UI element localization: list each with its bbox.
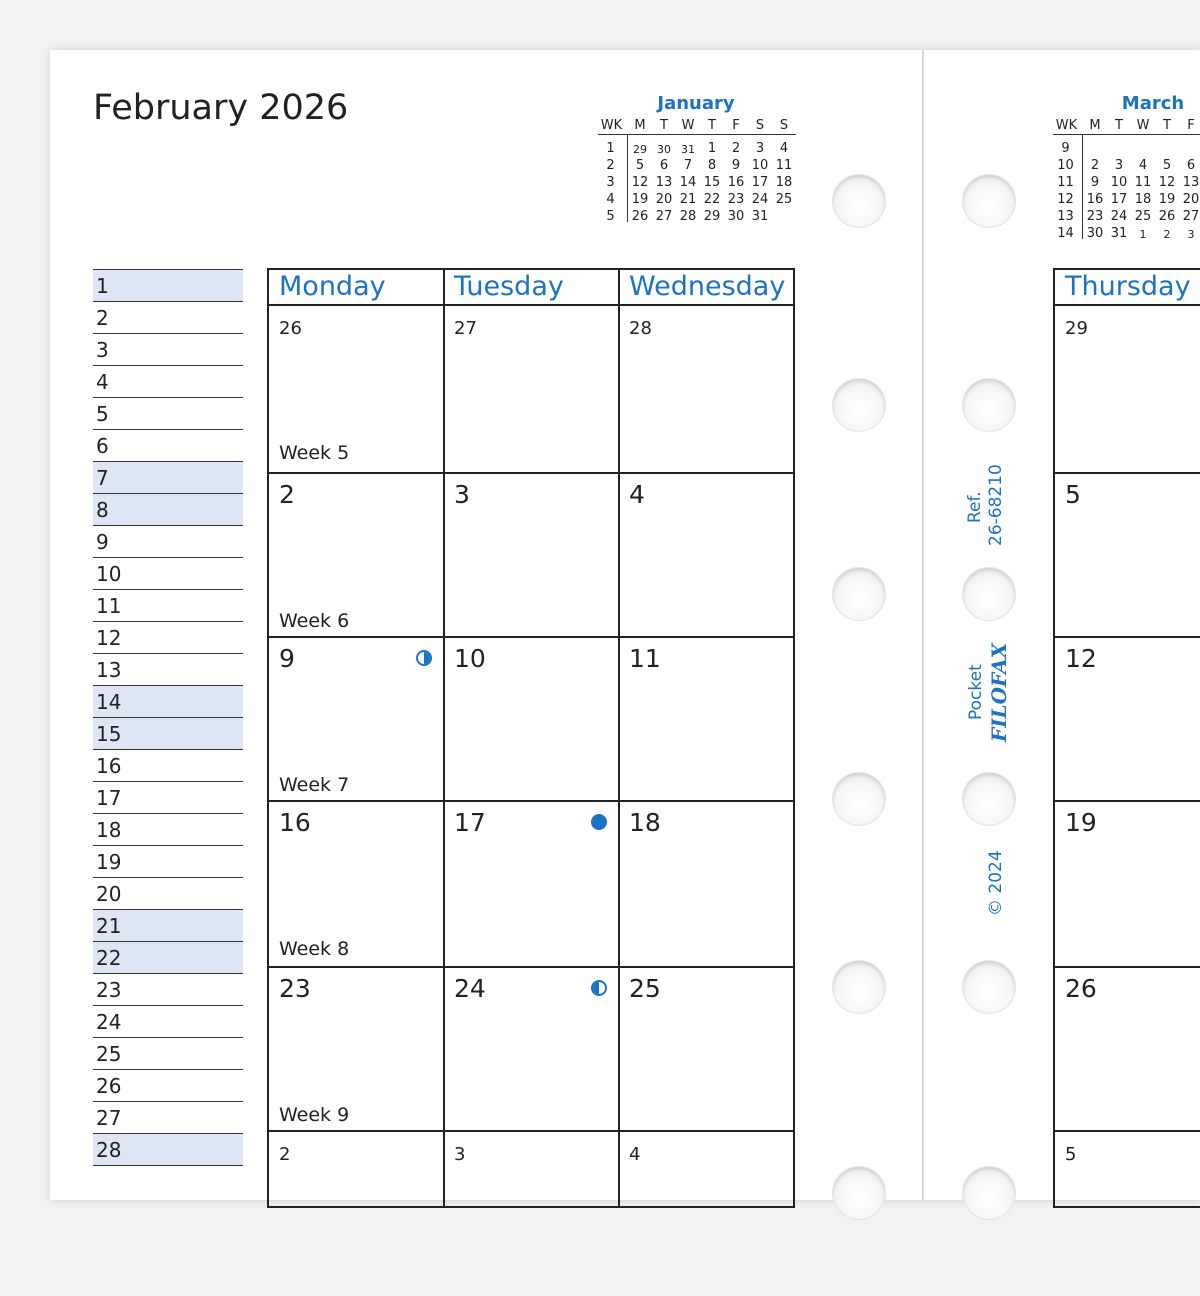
mini-day: 3 [755, 141, 765, 156]
day-list-item: 18 [93, 813, 243, 845]
day-number: 19 [1065, 808, 1097, 837]
mini-day: 3 [1114, 158, 1124, 173]
mini-header-cell: S [779, 118, 789, 133]
mini-month-name: January [657, 93, 735, 114]
mini-day: 11 [1134, 175, 1152, 190]
day-cell [1055, 966, 1200, 1132]
day-cell [619, 800, 794, 966]
day-number: 28 [629, 318, 652, 339]
mini-header-cell: M [1089, 118, 1101, 133]
mini-day: 2 [731, 141, 741, 156]
punch-hole [962, 1166, 1016, 1220]
day-list-item: 12 [93, 621, 243, 653]
day-number: 16 [279, 808, 311, 837]
punch-hole [832, 378, 886, 432]
ref-code: 26-68210 [986, 464, 1006, 546]
day-list-item: 20 [93, 877, 243, 909]
mini-day: 9 [1090, 175, 1100, 190]
day-list-item: 26 [93, 1069, 243, 1101]
day-cell [1055, 636, 1200, 802]
day-list-item: 15 [93, 717, 243, 749]
mini-day: 26 [631, 209, 649, 224]
day-number: 2 [279, 1144, 291, 1165]
mini-day: 12 [1158, 175, 1176, 190]
day-number: 25 [629, 974, 661, 1003]
day-cell [1055, 800, 1200, 966]
day-list-item: 22 [93, 941, 243, 973]
day-list-item: 21 [93, 909, 243, 941]
mini-week-number: 2 [606, 158, 615, 173]
day-cell [444, 636, 619, 802]
week-label: Week 9 [279, 1104, 350, 1126]
mini-day: 16 [1086, 192, 1104, 207]
mini-day: 13 [1182, 175, 1200, 190]
day-list-item: 23 [93, 973, 243, 1005]
mini-day: 4 [779, 141, 789, 156]
mini-header-row [1053, 118, 1200, 135]
mini-day: 8 [707, 158, 717, 173]
mini-day: 30 [1086, 226, 1104, 241]
mini-day: 6 [1186, 158, 1196, 173]
day-number: 27 [454, 318, 477, 339]
day-list-item: 24 [93, 1005, 243, 1037]
mini-week-number: 1 [606, 141, 615, 156]
day-number: 2 [279, 480, 295, 509]
mini-header-cell: T [660, 118, 668, 133]
day-number: 29 [1065, 318, 1088, 339]
mini-day: 24 [1110, 209, 1128, 224]
day-list-item: 9 [93, 525, 243, 557]
punch-hole [832, 174, 886, 228]
mini-week-row [1053, 141, 1200, 158]
day-number: 4 [629, 1144, 641, 1165]
day-list-item: 4 [93, 365, 243, 397]
day-cell [444, 304, 619, 470]
month-grid [267, 268, 795, 1208]
day-list-item: 7 [93, 461, 243, 493]
day-cell [444, 472, 619, 638]
mini-week-number: 5 [606, 209, 615, 224]
mini-week-row [598, 192, 796, 209]
mini-week-row [598, 141, 796, 158]
mini-day: 24 [751, 192, 769, 207]
mini-day: 9 [731, 158, 741, 173]
mini-calendar-march [1053, 93, 1200, 248]
mini-header-row [598, 118, 796, 135]
day-cell [1055, 472, 1200, 638]
day-number: 24 [454, 974, 486, 1003]
mini-day: 25 [1134, 209, 1152, 224]
day-number: 23 [279, 974, 311, 1003]
punch-hole [962, 772, 1016, 826]
day-cell [619, 304, 794, 470]
page-title: February 2026 [93, 88, 349, 128]
day-number: 5 [1065, 1144, 1077, 1165]
day-list-item: 1 [93, 269, 243, 301]
mini-week-row [598, 209, 796, 226]
mini-day: 5 [1162, 158, 1172, 173]
mini-week-number: 9 [1061, 141, 1070, 156]
day-list-item: 13 [93, 653, 243, 685]
mini-week-row [1053, 192, 1200, 209]
day-number: 3 [454, 480, 470, 509]
punch-hole [832, 567, 886, 621]
day-cell [269, 1130, 444, 1296]
mini-week-number: 14 [1057, 226, 1074, 241]
full-moon-icon [591, 814, 607, 830]
day-cell [1055, 304, 1200, 470]
mini-day: 29 [703, 209, 721, 224]
day-number: 3 [454, 1144, 466, 1165]
day-cell [269, 966, 444, 1132]
punch-hole [832, 960, 886, 1014]
day-cell [444, 1130, 619, 1296]
mini-week-number: 4 [606, 192, 615, 207]
day-cell [619, 966, 794, 1132]
mini-week-number: 10 [1057, 158, 1074, 173]
mini-header-cell: M [634, 118, 646, 133]
punch-hole [832, 1166, 886, 1220]
mini-day: 5 [635, 158, 645, 173]
filofax-logo: FILOFAX [987, 642, 1011, 742]
mini-day: 3 [1187, 228, 1195, 241]
mini-day: 19 [1158, 192, 1176, 207]
mini-day: 30 [727, 209, 745, 224]
mini-day: 10 [751, 158, 769, 173]
mini-day: 14 [679, 175, 697, 190]
day-list-item: 3 [93, 333, 243, 365]
day-cell [619, 472, 794, 638]
mini-day: 18 [775, 175, 793, 190]
day-list-item: 5 [93, 397, 243, 429]
mini-day: 20 [655, 192, 673, 207]
week-label: Week 5 [279, 442, 350, 464]
mini-day: 11 [775, 158, 793, 173]
mini-day: 31 [1110, 226, 1128, 241]
pocket-label: Pocket [966, 664, 986, 720]
mini-day: 13 [655, 175, 673, 190]
day-list-item: 28 [93, 1133, 243, 1165]
day-list-item: 10 [93, 557, 243, 589]
weekday-header: Thursday [1065, 271, 1191, 302]
mini-week-number: 12 [1057, 192, 1074, 207]
mini-header-cell: WK [600, 118, 623, 133]
mini-header-cell: S [755, 118, 765, 133]
mini-header-cell: F [1187, 118, 1195, 133]
day-list-item: 17 [93, 781, 243, 813]
day-cell [269, 800, 444, 966]
mini-day: 7 [683, 158, 693, 173]
mini-day: 16 [727, 175, 745, 190]
mini-day: 30 [657, 143, 671, 156]
mini-day: 22 [703, 192, 721, 207]
punch-hole [962, 174, 1016, 228]
day-list-item: 25 [93, 1037, 243, 1069]
mini-day: 27 [1182, 209, 1200, 224]
day-number: 18 [629, 808, 661, 837]
day-cell [269, 304, 444, 470]
mini-day: 2 [1163, 228, 1171, 241]
week-label: Week 7 [279, 774, 350, 796]
day-cell [619, 636, 794, 802]
mini-day: 20 [1182, 192, 1200, 207]
mini-week-row [1053, 175, 1200, 192]
weekday-header: Tuesday [454, 271, 564, 302]
mini-day: 23 [727, 192, 745, 207]
week-label: Week 8 [279, 938, 350, 960]
mini-day: 31 [681, 143, 695, 156]
mini-day: 26 [1158, 209, 1176, 224]
day-number: 26 [279, 318, 302, 339]
mini-day: 17 [1110, 192, 1128, 207]
day-cell [269, 472, 444, 638]
day-number: 26 [1065, 974, 1097, 1003]
day-number: 5 [1065, 480, 1081, 509]
mini-header-cell: W [681, 118, 695, 133]
mini-day: 6 [659, 158, 669, 173]
mini-day: 2 [1090, 158, 1100, 173]
mini-week-row [1053, 209, 1200, 226]
mini-day: 31 [751, 209, 769, 224]
month-grid-right [1053, 268, 1200, 1208]
punch-hole [962, 567, 1016, 621]
week-label: Week 6 [279, 610, 350, 632]
mini-day: 23 [1086, 209, 1104, 224]
mini-week-number: 13 [1057, 209, 1074, 224]
day-list-item: 19 [93, 845, 243, 877]
mini-day: 10 [1110, 175, 1128, 190]
day-list-item: 27 [93, 1101, 243, 1133]
mini-day: 28 [679, 209, 697, 224]
day-number: 17 [454, 808, 486, 837]
day-list-item: 16 [93, 749, 243, 781]
mini-day: 21 [679, 192, 697, 207]
day-list-item: 6 [93, 429, 243, 461]
ref-label: Ref. [965, 491, 985, 523]
mini-calendar-january [598, 93, 794, 233]
mini-day: 1 [707, 141, 717, 156]
mini-week-row [598, 158, 796, 175]
mini-day: 29 [633, 143, 647, 156]
last-quarter-moon-icon [591, 980, 607, 996]
mini-day: 4 [1138, 158, 1148, 173]
day-list-item: 14 [93, 685, 243, 717]
first-quarter-moon-icon [416, 650, 432, 666]
punch-hole [962, 378, 1016, 432]
mini-week-row [1053, 158, 1200, 175]
mini-header-cell: T [1163, 118, 1171, 133]
mini-header-cell: F [732, 118, 740, 133]
day-cell [619, 1130, 794, 1296]
weekday-header: Wednesday [629, 271, 786, 302]
punch-hole [832, 772, 886, 826]
punch-hole [962, 960, 1016, 1014]
mini-day: 17 [751, 175, 769, 190]
day-number: 9 [279, 644, 295, 673]
mini-header-cell: T [1115, 118, 1123, 133]
copyright: © 2024 [986, 850, 1006, 916]
mini-day: 12 [631, 175, 649, 190]
mini-month-name: March [1121, 93, 1185, 114]
mini-header-cell: T [708, 118, 716, 133]
weekday-header: Monday [279, 271, 386, 302]
mini-week-number: 11 [1057, 175, 1074, 190]
mini-week-row [598, 175, 796, 192]
mini-day: 25 [775, 192, 793, 207]
day-list-item: 11 [93, 589, 243, 621]
day-number: 12 [1065, 644, 1097, 673]
mini-day: 18 [1134, 192, 1152, 207]
mini-day: 1 [1139, 228, 1147, 241]
day-number: 10 [454, 644, 486, 673]
day-list-item: 2 [93, 301, 243, 333]
day-cell [1055, 1130, 1200, 1296]
mini-day: 19 [631, 192, 649, 207]
mini-week-row [1053, 226, 1200, 243]
day-number: 4 [629, 480, 645, 509]
mini-header-cell: WK [1055, 118, 1078, 133]
page-fold [922, 50, 924, 1200]
day-list [93, 269, 243, 1166]
mini-day: 27 [655, 209, 673, 224]
mini-header-cell: W [1136, 118, 1150, 133]
mini-week-number: 3 [606, 175, 615, 190]
mini-day: 15 [703, 175, 721, 190]
day-list-item: 8 [93, 493, 243, 525]
day-number: 11 [629, 644, 661, 673]
